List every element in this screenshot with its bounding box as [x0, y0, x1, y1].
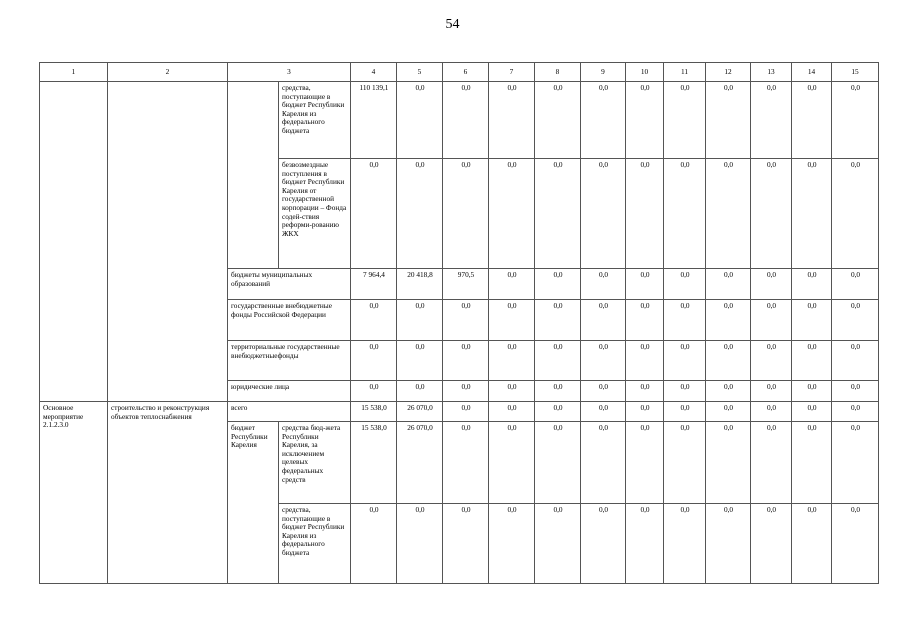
value-cell: 0,0	[832, 82, 879, 159]
header-cell: 15	[832, 63, 879, 82]
value-cell: 0,0	[535, 300, 581, 341]
value-cell: 0,0	[751, 422, 792, 504]
value-cell: 0,0	[792, 381, 832, 402]
value-cell: 0,0	[832, 381, 879, 402]
value-cell: 0,0	[581, 381, 626, 402]
value-cell: 0,0	[581, 300, 626, 341]
value-cell: 970,5	[443, 269, 489, 300]
header-cell: 9	[581, 63, 626, 82]
page-number: 54	[445, 17, 460, 32]
value-cell: 0,0	[397, 300, 443, 341]
value-cell: 0,0	[832, 269, 879, 300]
value-cell: 0,0	[751, 381, 792, 402]
source-label: средства, поступающие в бюджет Республики Карелия из федерального бюджета	[279, 82, 351, 159]
value-cell: 0,0	[489, 269, 535, 300]
value-cell: 0,0	[535, 269, 581, 300]
value-cell: 0,0	[581, 82, 626, 159]
value-cell: 0,0	[706, 504, 751, 584]
value-cell: 0,0	[535, 82, 581, 159]
empty-cell	[228, 82, 279, 269]
value-cell: 0,0	[626, 402, 664, 422]
header-cell: 2	[108, 63, 228, 82]
value-cell: 0,0	[351, 159, 397, 269]
value-cell: 0,0	[792, 269, 832, 300]
value-cell: 0,0	[664, 341, 706, 381]
value-cell: 15 538,0	[351, 402, 397, 422]
value-cell: 0,0	[489, 159, 535, 269]
value-cell: 26 070,0	[397, 422, 443, 504]
value-cell: 0,0	[626, 269, 664, 300]
header-cell: 10	[626, 63, 664, 82]
table-header-row	[40, 63, 879, 82]
value-cell: 0,0	[535, 422, 581, 504]
header-cell: 6	[443, 63, 489, 82]
value-cell: 0,0	[706, 300, 751, 341]
source-label: средства бюд-жета Республики Карелия, за исключением целевых федеральных средств	[279, 422, 351, 504]
source-label: государственные внебюджетные фонды Российской Федерации	[228, 300, 351, 341]
value-cell: 0,0	[832, 300, 879, 341]
value-cell: 0,0	[832, 422, 879, 504]
budget-table	[39, 62, 879, 584]
value-cell: 0,0	[792, 159, 832, 269]
value-cell: 0,0	[443, 422, 489, 504]
value-cell: 0,0	[443, 341, 489, 381]
value-cell: 0,0	[751, 300, 792, 341]
value-cell: 0,0	[535, 381, 581, 402]
value-cell: 0,0	[664, 422, 706, 504]
value-cell: 0,0	[351, 504, 397, 584]
value-cell: 0,0	[792, 504, 832, 584]
value-cell: 0,0	[832, 159, 879, 269]
value-cell: 0,0	[664, 402, 706, 422]
value-cell: 0,0	[397, 159, 443, 269]
value-cell: 0,0	[706, 341, 751, 381]
value-cell: 0,0	[751, 269, 792, 300]
value-cell: 26 070,0	[397, 402, 443, 422]
value-cell: 0,0	[792, 402, 832, 422]
empty-cell	[108, 82, 228, 402]
value-cell: 0,0	[751, 82, 792, 159]
value-cell: 0,0	[626, 341, 664, 381]
value-cell: 0,0	[351, 381, 397, 402]
value-cell: 0,0	[626, 159, 664, 269]
value-cell: 0,0	[664, 82, 706, 159]
header-cell: 14	[792, 63, 832, 82]
activity-number: Основное мероприятие 2.1.2.3.0	[40, 402, 108, 584]
value-cell: 0,0	[792, 422, 832, 504]
value-cell: 0,0	[751, 402, 792, 422]
value-cell: 0,0	[664, 269, 706, 300]
header-cell: 4	[351, 63, 397, 82]
value-cell: 0,0	[489, 82, 535, 159]
value-cell: 0,0	[792, 82, 832, 159]
value-cell: 0,0	[832, 341, 879, 381]
value-cell: 0,0	[626, 381, 664, 402]
value-cell: 0,0	[792, 300, 832, 341]
value-cell: 20 418,8	[397, 269, 443, 300]
source-label: бюджеты муниципальных образований	[228, 269, 351, 300]
value-cell: 0,0	[832, 402, 879, 422]
value-cell: 0,0	[664, 504, 706, 584]
value-cell: 0,0	[489, 381, 535, 402]
value-cell: 15 538,0	[351, 422, 397, 504]
value-cell: 0,0	[397, 82, 443, 159]
value-cell: 0,0	[581, 341, 626, 381]
source-label: территориальные государственные внебюджетныефонды	[228, 341, 351, 381]
source-label: средства, поступающие в бюджет Республики Карелия из федерального бюджета	[279, 504, 351, 584]
value-cell: 0,0	[443, 82, 489, 159]
header-cell: 11	[664, 63, 706, 82]
header-cell: 8	[535, 63, 581, 82]
value-cell: 0,0	[443, 381, 489, 402]
value-cell: 0,0	[664, 381, 706, 402]
value-cell: 0,0	[351, 341, 397, 381]
value-cell: 0,0	[706, 82, 751, 159]
source-label: всего	[228, 402, 351, 422]
value-cell: 0,0	[443, 300, 489, 341]
value-cell: 0,0	[351, 300, 397, 341]
value-cell: 0,0	[397, 341, 443, 381]
value-cell: 0,0	[535, 504, 581, 584]
value-cell: 0,0	[706, 381, 751, 402]
value-cell: 0,0	[443, 504, 489, 584]
value-cell: 0,0	[397, 381, 443, 402]
value-cell: 110 139,1	[351, 82, 397, 159]
value-cell: 0,0	[626, 504, 664, 584]
value-cell: 0,0	[581, 504, 626, 584]
table-row	[40, 402, 879, 422]
value-cell: 0,0	[535, 341, 581, 381]
value-cell: 0,0	[535, 402, 581, 422]
value-cell: 0,0	[664, 159, 706, 269]
value-cell: 0,0	[751, 341, 792, 381]
value-cell: 0,0	[397, 504, 443, 584]
value-cell: 0,0	[489, 402, 535, 422]
source-label: безвозмездные поступления в бюджет Республики Карелия от государственной корпорации – Фонда содей-ствия реформи-рованию ЖКХ	[279, 159, 351, 269]
value-cell: 0,0	[489, 422, 535, 504]
value-cell: 0,0	[751, 159, 792, 269]
header-cell: 13	[751, 63, 792, 82]
value-cell: 0,0	[706, 159, 751, 269]
value-cell: 0,0	[706, 402, 751, 422]
value-cell: 0,0	[535, 159, 581, 269]
value-cell: 0,0	[706, 422, 751, 504]
value-cell: 0,0	[581, 159, 626, 269]
value-cell: 0,0	[581, 422, 626, 504]
table-row	[40, 82, 879, 159]
value-cell: 0,0	[489, 300, 535, 341]
header-cell: 5	[397, 63, 443, 82]
header-cell: 3	[228, 63, 351, 82]
activity-name: строительство и реконструкция объектов теплоснабжения	[108, 402, 228, 584]
value-cell: 0,0	[626, 82, 664, 159]
header-cell: 12	[706, 63, 751, 82]
value-cell: 0,0	[832, 504, 879, 584]
budget-group-label: бюджет Республики Карелия	[228, 422, 279, 584]
value-cell: 0,0	[664, 300, 706, 341]
value-cell: 0,0	[792, 341, 832, 381]
value-cell: 7 964,4	[351, 269, 397, 300]
value-cell: 0,0	[706, 269, 751, 300]
value-cell: 0,0	[581, 402, 626, 422]
empty-cell	[40, 82, 108, 402]
value-cell: 0,0	[626, 422, 664, 504]
value-cell: 0,0	[489, 341, 535, 381]
value-cell: 0,0	[581, 269, 626, 300]
header-cell: 7	[489, 63, 535, 82]
header-cell: 1	[40, 63, 108, 82]
source-label: юридические лица	[228, 381, 351, 402]
value-cell: 0,0	[489, 504, 535, 584]
value-cell: 0,0	[443, 402, 489, 422]
value-cell: 0,0	[443, 159, 489, 269]
value-cell: 0,0	[626, 300, 664, 341]
value-cell: 0,0	[751, 504, 792, 584]
